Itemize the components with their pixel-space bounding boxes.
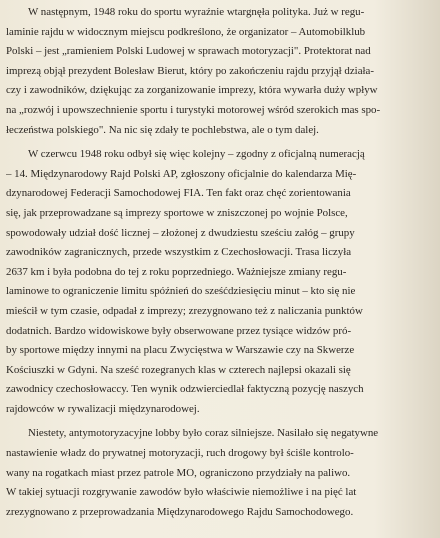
text-line: mieścił w tym czasie, odpadał z imprezy; zrezygnowano też z naliczania punktów: [6, 304, 363, 317]
text-line: czy i zawodników, dziękując za zorganizowanie imprezy, która wywarła duży wpływ: [6, 84, 378, 97]
text-line: rajdowców w rywalizacji międzynarodowej.: [6, 402, 200, 415]
text-line: nastawienie władz do prywatnej motoryzacji, ruch drogowy był ściśle kontrolo-: [6, 447, 354, 460]
text-line: W czerwcu 1948 roku odbył się więc kolejny – zgodny z oficjalną numeracją: [28, 148, 365, 161]
text-line: zrezygnowano z przeprowadzania Międzynarodowego Rajdu Samochodowego.: [6, 505, 354, 518]
text-line: laminowe to ograniczenie limitu spóźnień do sześćdziesięciu minut – kto się nie: [6, 285, 356, 298]
text-line: W takiej sytuacji rozgrywanie zawodów było właściwie niemożliwe i na pięć lat: [6, 486, 357, 499]
paragraph: [6, 145, 436, 419]
text-line: – 14. Międzynarodowy Rajd Polski AP, zgłoszony oficjalnie do kalendarza Mię-: [6, 167, 357, 180]
text-line: 2637 km i była podobna do tej z roku poprzedniego. Ważniejsze zmiany regu-: [6, 265, 347, 278]
text-line: dzynarodowej Federacji Samochodowej FIA. Ten fakt oraz chęć zorientowania: [6, 187, 351, 200]
text-line: Niestety, antymotoryzacyjne lobby było coraz silniejsze. Nasilało się negatywne: [28, 427, 379, 440]
text-line: Polski – jest „ramieniem Polski Ludowej w sprawach motoryzacji". Protektorat nad: [6, 45, 371, 58]
text-line: spowodowały udział dość licznej – złożonej z dwudziestu sześciu załóg – grupy: [6, 226, 355, 239]
document-page: [6, 3, 436, 522]
text-line: by sportowe między innymi na placu Zwycięstwa w Warszawie czy na Skwerze: [6, 344, 355, 357]
text-line: wany na rogatkach miast przez patrole MO, ograniczono przydziały na paliwo.: [6, 466, 351, 479]
text-line: zawodników zagranicznych, przede wszystkim z Czechosłowacji. Trasa liczyła: [6, 246, 352, 259]
text-line: na „rozwój i upowszechnienie sportu i turystyki motorowej wśród szerokich mas spo-: [6, 103, 381, 116]
text-body: [6, 3, 436, 522]
paragraph: [6, 3, 436, 140]
text-line: laminie rajdu w widocznym miejscu podkreślono, że organizator – Automobilklub: [6, 25, 366, 38]
text-line: łeczeństwa polskiego". Na nic się zdały te pochlebstwa, ale o tym dalej.: [6, 123, 319, 136]
text-line: imprezą objął prezydent Bolesław Bierut, który po zakończeniu rajdu przyjął działa-: [6, 64, 375, 77]
text-line: zawodnicy czechosłowaccy. Ten wynik odzwierciedlał faktyczną pozycję naszych: [6, 383, 364, 396]
text-line: W następnym, 1948 roku do sportu wyraźnie wtargnęła polityka. Już w regu-: [28, 6, 365, 18]
text-line: dodatnich. Bardzo widowiskowe były obserwowane przez tysiące widzów pró-: [6, 324, 352, 337]
text-line: Kościuszki w Gdyni. Na sześć rozegranych klas w czterech najlepsi okazali się: [6, 363, 351, 376]
paragraph: [6, 424, 436, 522]
text-line: się, jak przeprowadzane są imprezy sportowe w zniszczonej po wojnie Polsce,: [6, 206, 348, 219]
